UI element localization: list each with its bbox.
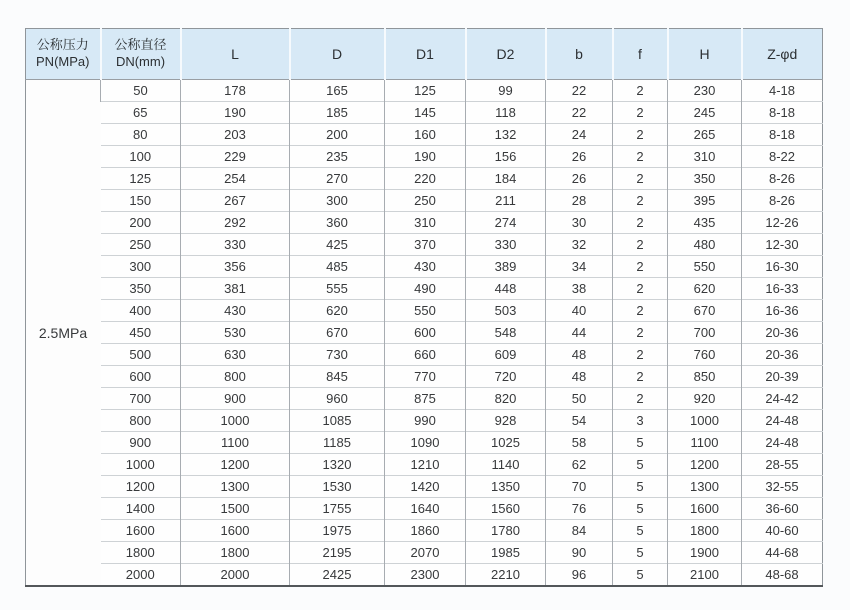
value-cell: 2	[613, 256, 668, 278]
dn-cell: 125	[101, 168, 181, 190]
value-cell: 2195	[290, 542, 385, 564]
table-row	[26, 388, 823, 410]
table-row	[26, 498, 823, 520]
value-cell: 220	[385, 168, 466, 190]
value-cell: 254	[181, 168, 290, 190]
dn-cell: 250	[101, 234, 181, 256]
value-cell: 24	[546, 124, 613, 146]
dn-cell: 600	[101, 366, 181, 388]
value-cell: 700	[668, 322, 742, 344]
value-cell: 2000	[181, 564, 290, 587]
value-cell: 2	[613, 124, 668, 146]
dn-cell: 800	[101, 410, 181, 432]
value-cell: 1000	[668, 410, 742, 432]
value-cell: 156	[466, 146, 546, 168]
dn-cell: 1200	[101, 476, 181, 498]
value-cell: 1085	[290, 410, 385, 432]
dn-cell: 100	[101, 146, 181, 168]
table-row	[26, 520, 823, 542]
value-cell: 1640	[385, 498, 466, 520]
table-row	[26, 322, 823, 344]
table-row	[26, 234, 823, 256]
value-cell: 1025	[466, 432, 546, 454]
table-row	[26, 212, 823, 234]
value-cell: 2	[613, 344, 668, 366]
dn-cell: 300	[101, 256, 181, 278]
value-cell: 1780	[466, 520, 546, 542]
value-cell: 2	[613, 366, 668, 388]
value-cell: 54	[546, 410, 613, 432]
value-cell: 820	[466, 388, 546, 410]
value-cell: 2	[613, 234, 668, 256]
value-cell: 16-36	[742, 300, 823, 322]
value-cell: 360	[290, 212, 385, 234]
table-body	[26, 80, 823, 587]
dn-cell: 80	[101, 124, 181, 146]
dn-cell: 350	[101, 278, 181, 300]
value-cell: 44-68	[742, 542, 823, 564]
table-row	[26, 432, 823, 454]
dn-cell: 1800	[101, 542, 181, 564]
value-cell: 40-60	[742, 520, 823, 542]
value-cell: 62	[546, 454, 613, 476]
value-cell: 630	[181, 344, 290, 366]
value-cell: 211	[466, 190, 546, 212]
value-cell: 300	[290, 190, 385, 212]
value-cell: 267	[181, 190, 290, 212]
value-cell: 12-30	[742, 234, 823, 256]
value-cell: 178	[181, 80, 290, 102]
value-cell: 184	[466, 168, 546, 190]
col-header-zphid: Z-φd	[742, 29, 823, 80]
value-cell: 235	[290, 146, 385, 168]
value-cell: 370	[385, 234, 466, 256]
flange-dimension-table	[25, 28, 823, 587]
value-cell: 190	[181, 102, 290, 124]
value-cell: 48	[546, 366, 613, 388]
dn-cell: 1000	[101, 454, 181, 476]
value-cell: 22	[546, 80, 613, 102]
value-cell: 530	[181, 322, 290, 344]
table-row	[26, 344, 823, 366]
value-cell: 1985	[466, 542, 546, 564]
value-cell: 381	[181, 278, 290, 300]
value-cell: 1300	[181, 476, 290, 498]
value-cell: 1600	[181, 520, 290, 542]
value-cell: 36-60	[742, 498, 823, 520]
value-cell: 1900	[668, 542, 742, 564]
value-cell: 555	[290, 278, 385, 300]
table-row	[26, 476, 823, 498]
col-header-dn-cn: 公称直径	[114, 37, 167, 53]
value-cell: 660	[385, 344, 466, 366]
value-cell: 26	[546, 146, 613, 168]
value-cell: 503	[466, 300, 546, 322]
dn-cell: 400	[101, 300, 181, 322]
value-cell: 425	[290, 234, 385, 256]
value-cell: 292	[181, 212, 290, 234]
value-cell: 2	[613, 388, 668, 410]
col-header-D2: D2	[466, 29, 546, 80]
col-header-pn	[26, 29, 101, 80]
value-cell: 1500	[181, 498, 290, 520]
col-header-b: b	[546, 29, 613, 80]
value-cell: 548	[466, 322, 546, 344]
table-row	[26, 278, 823, 300]
table-row	[26, 300, 823, 322]
value-cell: 5	[613, 498, 668, 520]
value-cell: 720	[466, 366, 546, 388]
table-row	[26, 366, 823, 388]
value-cell: 430	[181, 300, 290, 322]
value-cell: 2	[613, 80, 668, 102]
value-cell: 850	[668, 366, 742, 388]
value-cell: 118	[466, 102, 546, 124]
value-cell: 2070	[385, 542, 466, 564]
value-cell: 2	[613, 190, 668, 212]
value-cell: 310	[385, 212, 466, 234]
col-header-pn-unit: PN(MPa)	[36, 54, 90, 69]
value-cell: 2100	[668, 564, 742, 587]
table-row	[26, 190, 823, 212]
pn-value-cell: 2.5MPa	[26, 80, 101, 587]
header-row	[26, 29, 823, 80]
value-cell: 16-33	[742, 278, 823, 300]
value-cell: 1350	[466, 476, 546, 498]
value-cell: 480	[668, 234, 742, 256]
value-cell: 5	[613, 476, 668, 498]
value-cell: 800	[181, 366, 290, 388]
value-cell: 274	[466, 212, 546, 234]
value-cell: 26	[546, 168, 613, 190]
table-row	[26, 124, 823, 146]
col-header-pn-cn: 公称压力	[36, 37, 89, 53]
value-cell: 30	[546, 212, 613, 234]
value-cell: 1800	[181, 542, 290, 564]
value-cell: 28-55	[742, 454, 823, 476]
value-cell: 550	[668, 256, 742, 278]
value-cell: 620	[290, 300, 385, 322]
value-cell: 920	[668, 388, 742, 410]
value-cell: 90	[546, 542, 613, 564]
value-cell: 670	[290, 322, 385, 344]
value-cell: 1420	[385, 476, 466, 498]
value-cell: 48-68	[742, 564, 823, 587]
value-cell: 1975	[290, 520, 385, 542]
value-cell: 165	[290, 80, 385, 102]
value-cell: 1600	[668, 498, 742, 520]
dn-cell: 2000	[101, 564, 181, 587]
value-cell: 22	[546, 102, 613, 124]
table-row	[26, 168, 823, 190]
dn-cell: 1400	[101, 498, 181, 520]
value-cell: 185	[290, 102, 385, 124]
value-cell: 145	[385, 102, 466, 124]
value-cell: 20-39	[742, 366, 823, 388]
value-cell: 2	[613, 146, 668, 168]
value-cell: 620	[668, 278, 742, 300]
value-cell: 24-48	[742, 432, 823, 454]
value-cell: 190	[385, 146, 466, 168]
value-cell: 600	[385, 322, 466, 344]
value-cell: 12-26	[742, 212, 823, 234]
value-cell: 330	[181, 234, 290, 256]
value-cell: 250	[385, 190, 466, 212]
value-cell: 8-26	[742, 190, 823, 212]
value-cell: 38	[546, 278, 613, 300]
value-cell: 485	[290, 256, 385, 278]
table-row	[26, 146, 823, 168]
value-cell: 125	[385, 80, 466, 102]
value-cell: 5	[613, 542, 668, 564]
table-row	[26, 454, 823, 476]
value-cell: 24-42	[742, 388, 823, 410]
table-row	[26, 410, 823, 432]
col-header-f: f	[613, 29, 668, 80]
value-cell: 76	[546, 498, 613, 520]
col-header-dn	[101, 29, 181, 80]
value-cell: 2300	[385, 564, 466, 587]
value-cell: 99	[466, 80, 546, 102]
value-cell: 1090	[385, 432, 466, 454]
table-row	[26, 542, 823, 564]
value-cell: 8-18	[742, 102, 823, 124]
value-cell: 350	[668, 168, 742, 190]
value-cell: 435	[668, 212, 742, 234]
value-cell: 245	[668, 102, 742, 124]
value-cell: 928	[466, 410, 546, 432]
value-cell: 1000	[181, 410, 290, 432]
col-header-D: D	[290, 29, 385, 80]
value-cell: 389	[466, 256, 546, 278]
value-cell: 132	[466, 124, 546, 146]
value-cell: 1100	[181, 432, 290, 454]
value-cell: 5	[613, 520, 668, 542]
value-cell: 32-55	[742, 476, 823, 498]
value-cell: 50	[546, 388, 613, 410]
value-cell: 20-36	[742, 322, 823, 344]
value-cell: 1800	[668, 520, 742, 542]
dn-cell: 900	[101, 432, 181, 454]
value-cell: 48	[546, 344, 613, 366]
value-cell: 2	[613, 212, 668, 234]
col-header-D1: D1	[385, 29, 466, 80]
value-cell: 5	[613, 564, 668, 587]
col-header-dn-unit: DN(mm)	[115, 54, 166, 69]
value-cell: 430	[385, 256, 466, 278]
value-cell: 1210	[385, 454, 466, 476]
value-cell: 990	[385, 410, 466, 432]
dn-cell: 65	[101, 102, 181, 124]
value-cell: 1300	[668, 476, 742, 498]
dn-cell: 500	[101, 344, 181, 366]
dn-cell: 1600	[101, 520, 181, 542]
value-cell: 310	[668, 146, 742, 168]
col-header-L: L	[181, 29, 290, 80]
value-cell: 200	[290, 124, 385, 146]
value-cell: 356	[181, 256, 290, 278]
value-cell: 40	[546, 300, 613, 322]
value-cell: 34	[546, 256, 613, 278]
value-cell: 1140	[466, 454, 546, 476]
value-cell: 760	[668, 344, 742, 366]
value-cell: 670	[668, 300, 742, 322]
value-cell: 24-48	[742, 410, 823, 432]
value-cell: 609	[466, 344, 546, 366]
value-cell: 1530	[290, 476, 385, 498]
value-cell: 270	[290, 168, 385, 190]
value-cell: 770	[385, 366, 466, 388]
value-cell: 58	[546, 432, 613, 454]
value-cell: 1185	[290, 432, 385, 454]
value-cell: 2	[613, 168, 668, 190]
value-cell: 4-18	[742, 80, 823, 102]
value-cell: 203	[181, 124, 290, 146]
value-cell: 1100	[668, 432, 742, 454]
value-cell: 395	[668, 190, 742, 212]
value-cell: 265	[668, 124, 742, 146]
dn-cell: 50	[101, 80, 181, 102]
value-cell: 730	[290, 344, 385, 366]
value-cell: 84	[546, 520, 613, 542]
value-cell: 16-30	[742, 256, 823, 278]
value-cell: 1860	[385, 520, 466, 542]
value-cell: 490	[385, 278, 466, 300]
value-cell: 2	[613, 300, 668, 322]
value-cell: 160	[385, 124, 466, 146]
value-cell: 8-22	[742, 146, 823, 168]
value-cell: 330	[466, 234, 546, 256]
value-cell: 32	[546, 234, 613, 256]
value-cell: 2	[613, 278, 668, 300]
value-cell: 2210	[466, 564, 546, 587]
value-cell: 2	[613, 102, 668, 124]
dn-cell: 450	[101, 322, 181, 344]
value-cell: 8-18	[742, 124, 823, 146]
value-cell: 230	[668, 80, 742, 102]
dn-cell: 700	[101, 388, 181, 410]
value-cell: 960	[290, 388, 385, 410]
value-cell: 44	[546, 322, 613, 344]
table-row	[26, 564, 823, 587]
value-cell: 1320	[290, 454, 385, 476]
value-cell: 28	[546, 190, 613, 212]
value-cell: 2425	[290, 564, 385, 587]
value-cell: 5	[613, 454, 668, 476]
table-row	[26, 102, 823, 124]
table-row	[26, 256, 823, 278]
value-cell: 5	[613, 432, 668, 454]
value-cell: 70	[546, 476, 613, 498]
value-cell: 1755	[290, 498, 385, 520]
col-header-H: H	[668, 29, 742, 80]
dn-cell: 150	[101, 190, 181, 212]
value-cell: 875	[385, 388, 466, 410]
value-cell: 1200	[668, 454, 742, 476]
value-cell: 900	[181, 388, 290, 410]
value-cell: 229	[181, 146, 290, 168]
value-cell: 1560	[466, 498, 546, 520]
table-row	[26, 80, 823, 102]
value-cell: 96	[546, 564, 613, 587]
value-cell: 448	[466, 278, 546, 300]
value-cell: 1200	[181, 454, 290, 476]
value-cell: 20-36	[742, 344, 823, 366]
value-cell: 845	[290, 366, 385, 388]
dn-cell: 200	[101, 212, 181, 234]
value-cell: 3	[613, 410, 668, 432]
value-cell: 2	[613, 322, 668, 344]
value-cell: 8-26	[742, 168, 823, 190]
value-cell: 550	[385, 300, 466, 322]
